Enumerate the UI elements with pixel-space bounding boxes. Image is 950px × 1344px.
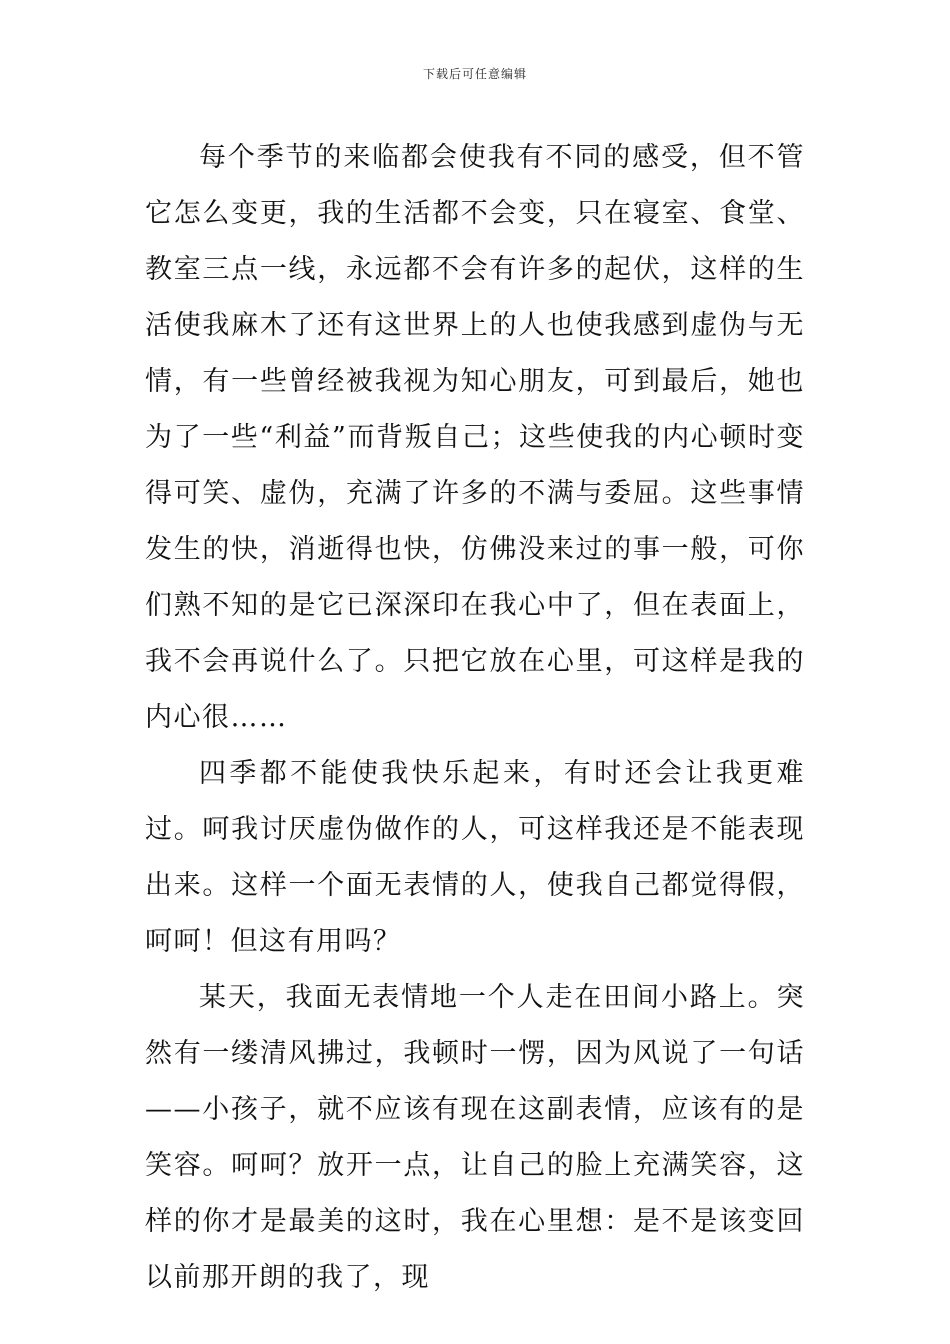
document-body bbox=[145, 130, 805, 1306]
paragraph-1: 每个季节的来临都会使我有不同的感受，但不管它怎么变更，我的生活都不会变，只在寝室、食堂、教室三点一线，永远都不会有许多的起伏，这样的生活使我麻木了还有这世界上的人也使我感到虚伪与无情，有一些曾经被我视为知心朋友，可到最后，她也为了一些“利益”而背叛自己；这些使我的内心顿时变得可笑、虚伪，充满了许多的不满与委屈。这些事情发生的快，消逝得也快，仿佛没来过的事一般，可你们熟不知的是它已深深印在我心中了，但在表面上，我不会再说什么了。只把它放在心里，可这样是我的内心很…… bbox=[145, 142, 805, 733]
paragraph-2: 四季都不能使我快乐起来，有时还会让我更难过。呵我讨厌虚伪做作的人，可这样我还是不能表现出来。这样一个面无表情的人，使我自己都觉得假，呵呵！但这有用吗？ bbox=[145, 758, 805, 957]
page-header: 下载后可任意编辑 bbox=[422, 67, 527, 81]
paragraph-3: 某天，我面无表情地一个人走在田间小路上。突然有一缕清风拂过，我顿时一愣，因为风说了一句话——小孩子，就不应该有现在这副表情，应该有的是笑容。呵呵？放开一点，让自己的脸上充满笑容，这样的你才是最美的这时，我在心里想：是不是该变回以前那开朗的我了，现 bbox=[145, 982, 805, 1293]
